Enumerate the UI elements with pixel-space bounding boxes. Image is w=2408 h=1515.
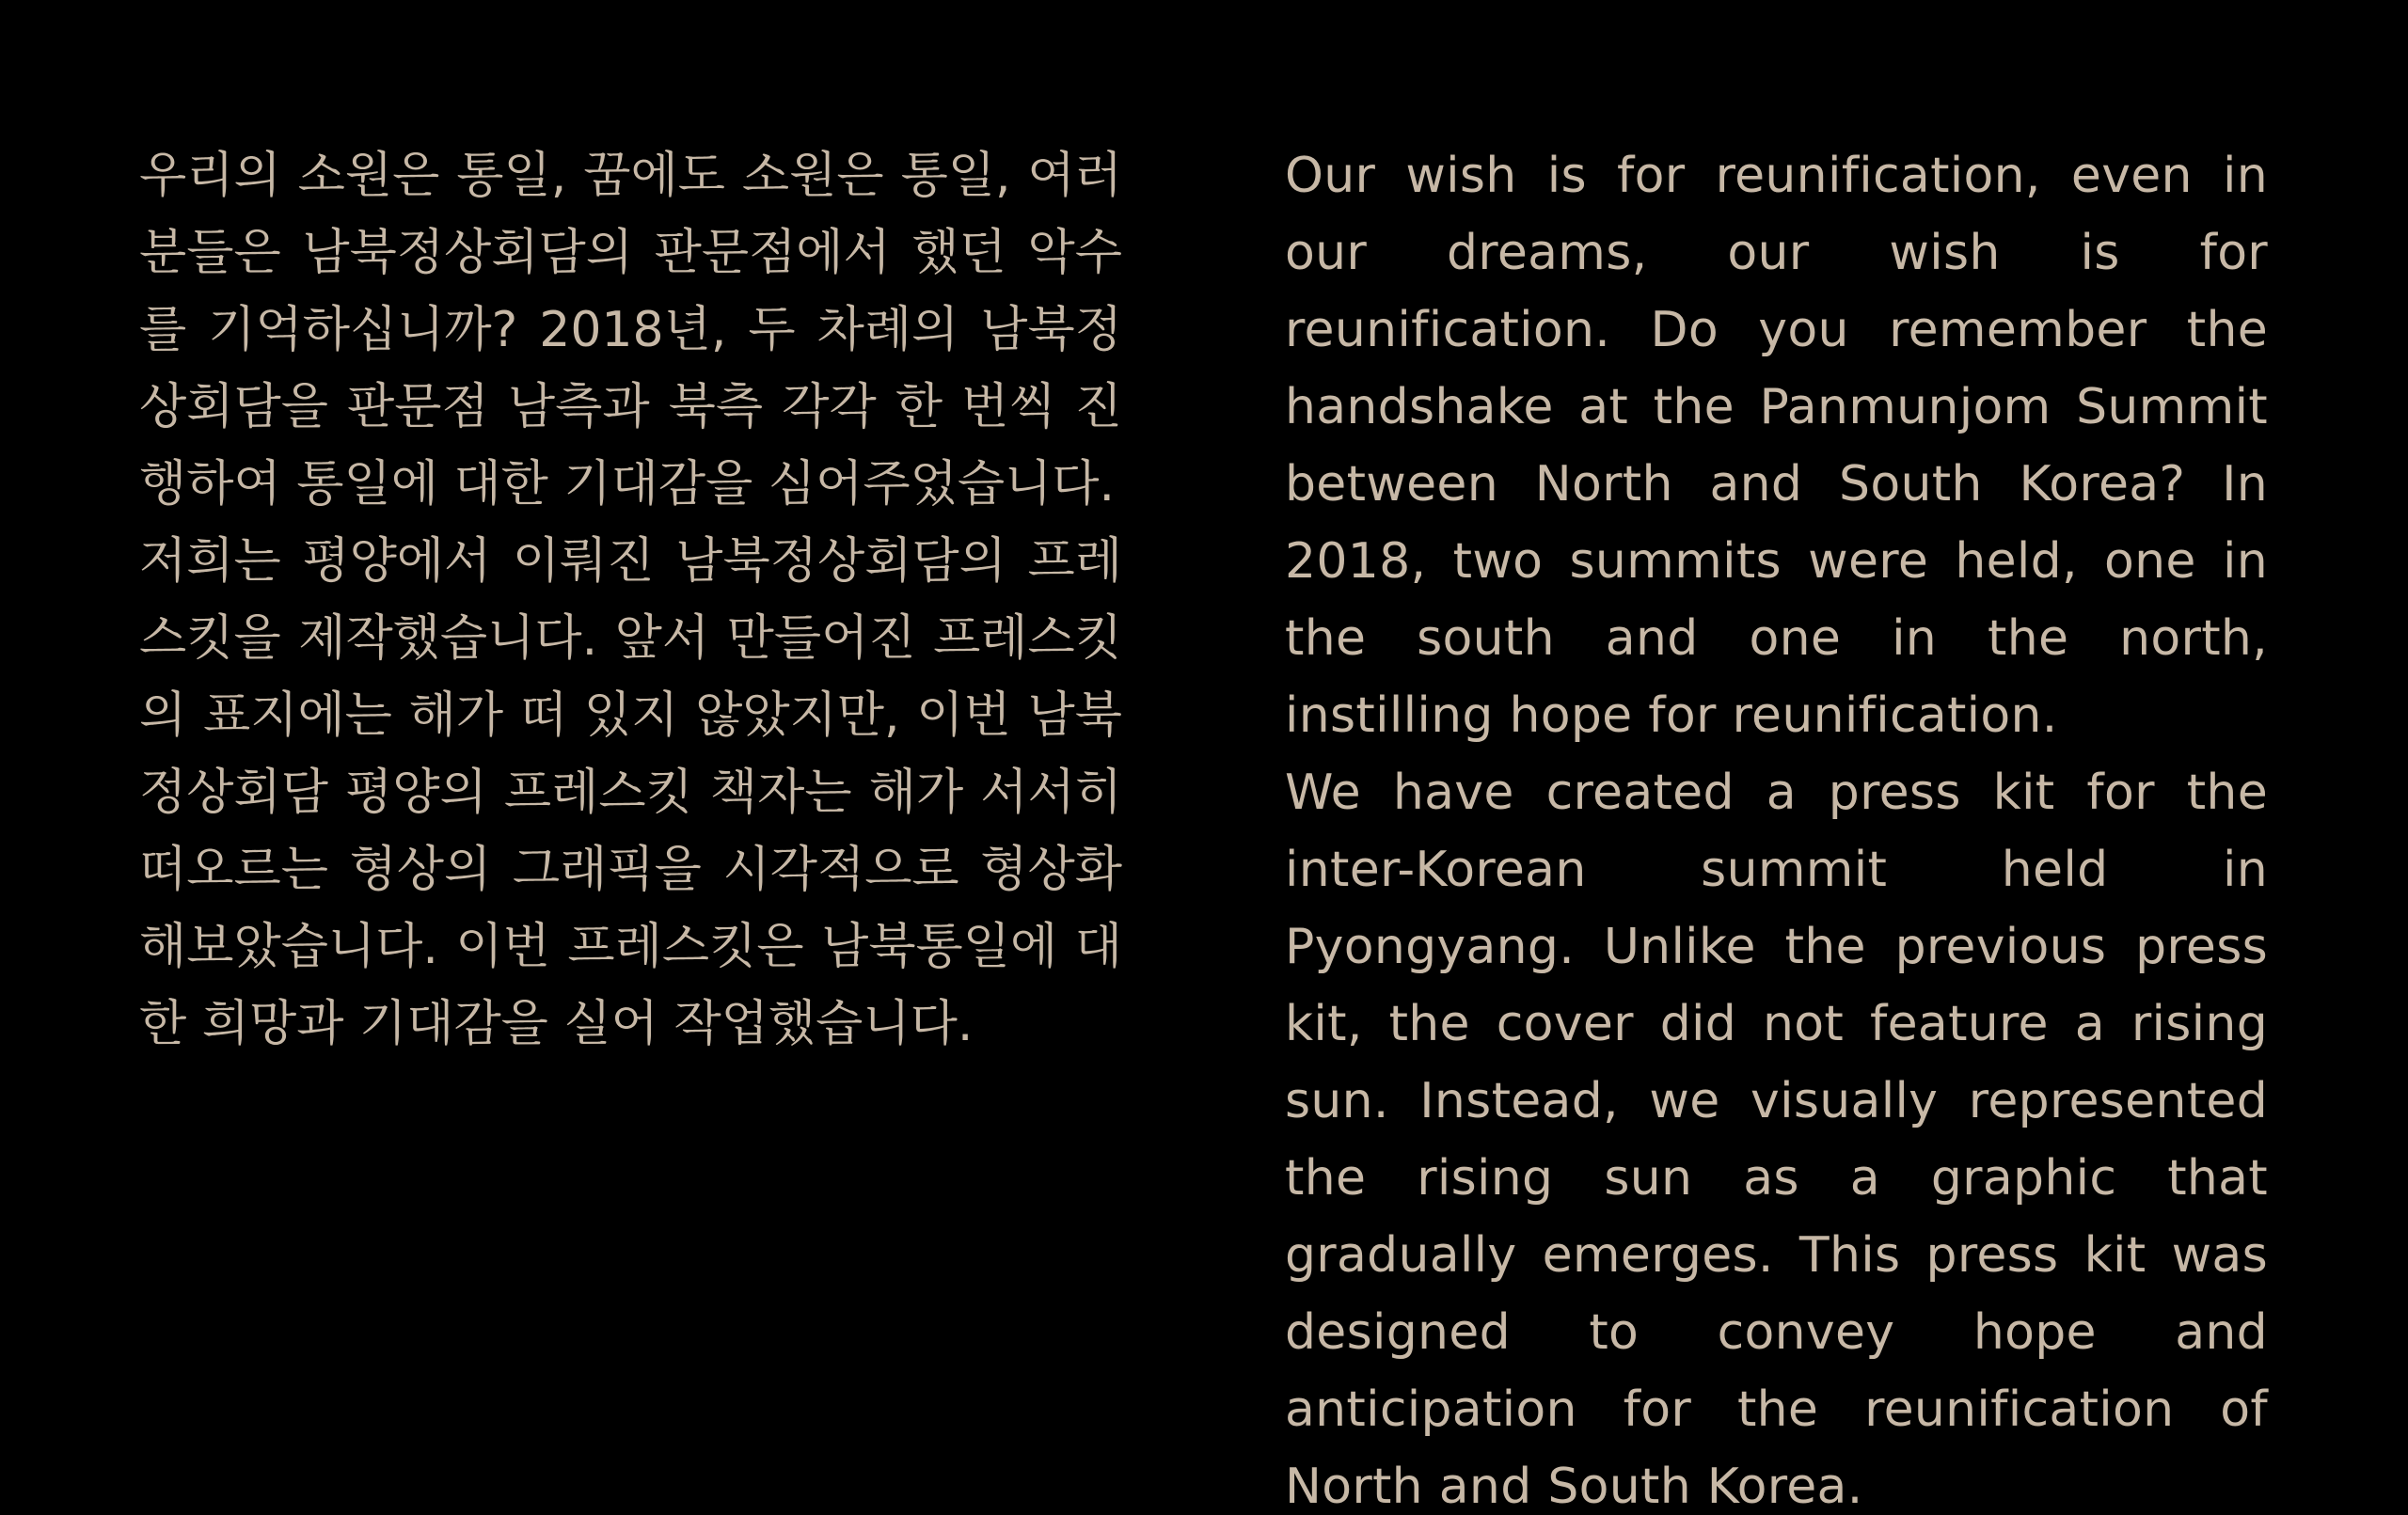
korean-text-column [139,137,1122,1063]
korean-paragraph-1: 우리의 소원은 통일, 꿈에도 소원은 통일, 여러분들은 남북정상회담의 판문점에서 했던 악수를 기억하십니까? 2018년, 두 차례의 남북정상회담을 판문점 남측과 북측 각각 한 번씩 진행하여 통일에 대한 기대감을 심어주었습니다. [139,148,1122,513]
english-text-column [1285,137,2268,1515]
english-paragraph-1: Our wish is for reunification, even in our dreams, our wish is for reunification. Do you remember the handshake at the Panmunjom Summit between North and South Korea? In 2018, two summits were held, one in the south and one in the north, instilling hope for reunification. [1285,148,2268,744]
english-paragraph-2: We have created a press kit for the inter-Korean summit held in Pyongyang. Unlike the previous press kit, the cover did not feature a rising sun. Instead, we visually represented the rising sun as a graphic that gradually emerges. This press kit was designed to convey hope and anticipation for the reunification of North and South Korea. [1285,765,2268,1515]
korean-paragraph-2: 저희는 평양에서 이뤄진 남북정상회담의 프레스킷을 제작했습니다. 앞서 만들어진 프레스킷의 표지에는 해가 떠 있지 않았지만, 이번 남북정상회담 평양의 프레스킷 책자는 해가 서서히 떠오르는 형상의 그래픽을 시각적으로 형상화해보았습니다. 이번 프레스킷은 남북통일에 대한 희망과 기대감을 실어 작업했습니다. [139,533,1122,1052]
